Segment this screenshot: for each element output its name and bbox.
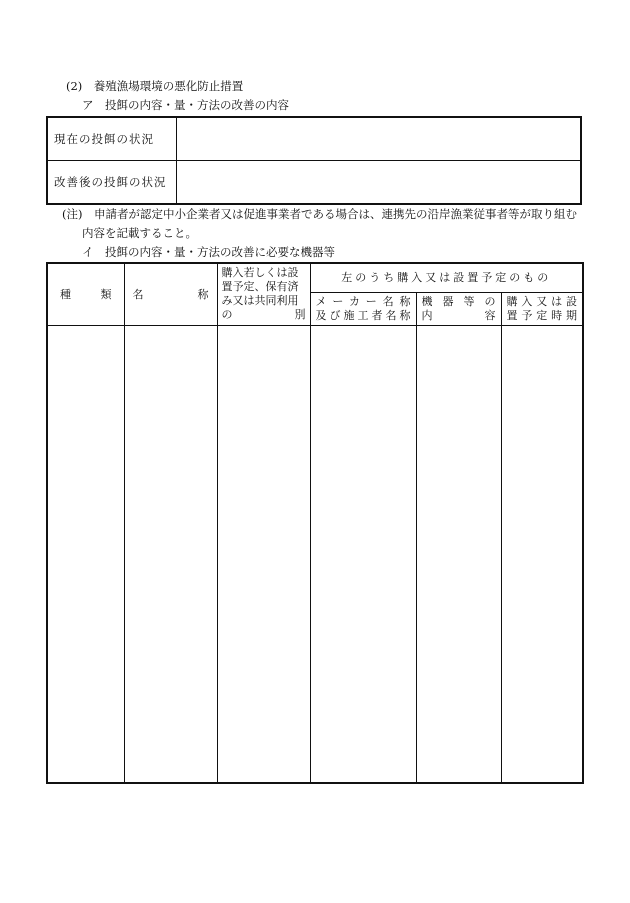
header-content-line: 内 容 <box>421 309 496 322</box>
header-status-line: 置予定、保有済 <box>221 280 299 293</box>
header-status-line: 購入若しくは設 <box>221 266 299 279</box>
content-cell[interactable] <box>416 326 501 784</box>
current-feeding-label: 現在の投餌の状況 <box>47 117 177 161</box>
table-row <box>47 117 581 161</box>
header-timing-line: 購入又は設 <box>506 295 577 308</box>
note-line-2: 内容を記載すること。 <box>82 226 197 240</box>
header-maker-line: メーカー名称 <box>315 295 411 308</box>
header-type: 種 類 <box>47 263 124 326</box>
section-heading: (2) 養殖漁場環境の悪化防止措置 <box>66 79 244 93</box>
table-row <box>47 326 583 784</box>
maker-cell[interactable] <box>310 326 416 784</box>
header-planned-purchase-group: 左のうち購入又は設置予定のもの <box>310 263 583 293</box>
table-row <box>47 161 581 205</box>
header-status-line: み又は共同利用 <box>221 294 299 307</box>
subsection-a-title: ア 投餌の内容・量・方法の改善の内容 <box>82 98 289 112</box>
name-cell[interactable] <box>124 326 217 784</box>
header-content <box>416 293 501 326</box>
header-content-line: 機器等の <box>421 295 496 308</box>
current-feeding-field[interactable] <box>177 117 582 161</box>
header-timing-line: 置予定時期 <box>506 309 577 322</box>
header-maker <box>310 293 416 326</box>
improved-feeding-field[interactable] <box>177 161 582 205</box>
table-header-row <box>47 263 583 293</box>
acquisition-status-cell[interactable] <box>217 326 310 784</box>
equipment-table <box>46 262 584 784</box>
subsection-i-title: イ 投餌の内容・量・方法の改善に必要な機器等 <box>82 245 335 259</box>
note-line-1: (注) 申請者が認定中小企業者又は促進事業者である場合は、連携先の沿岸漁業従事者等が取り組む <box>62 207 577 221</box>
timing-cell[interactable] <box>501 326 583 784</box>
header-status-line: の 別 <box>221 308 306 321</box>
feeding-status-table <box>46 116 582 205</box>
type-cell[interactable] <box>47 326 124 784</box>
header-name: 名 称 <box>124 263 217 326</box>
improved-feeding-label: 改善後の投餌の状況 <box>47 161 177 205</box>
header-timing <box>501 293 583 326</box>
header-acquisition-status <box>217 263 310 326</box>
header-maker-line: 及び施工者名称 <box>315 309 411 322</box>
